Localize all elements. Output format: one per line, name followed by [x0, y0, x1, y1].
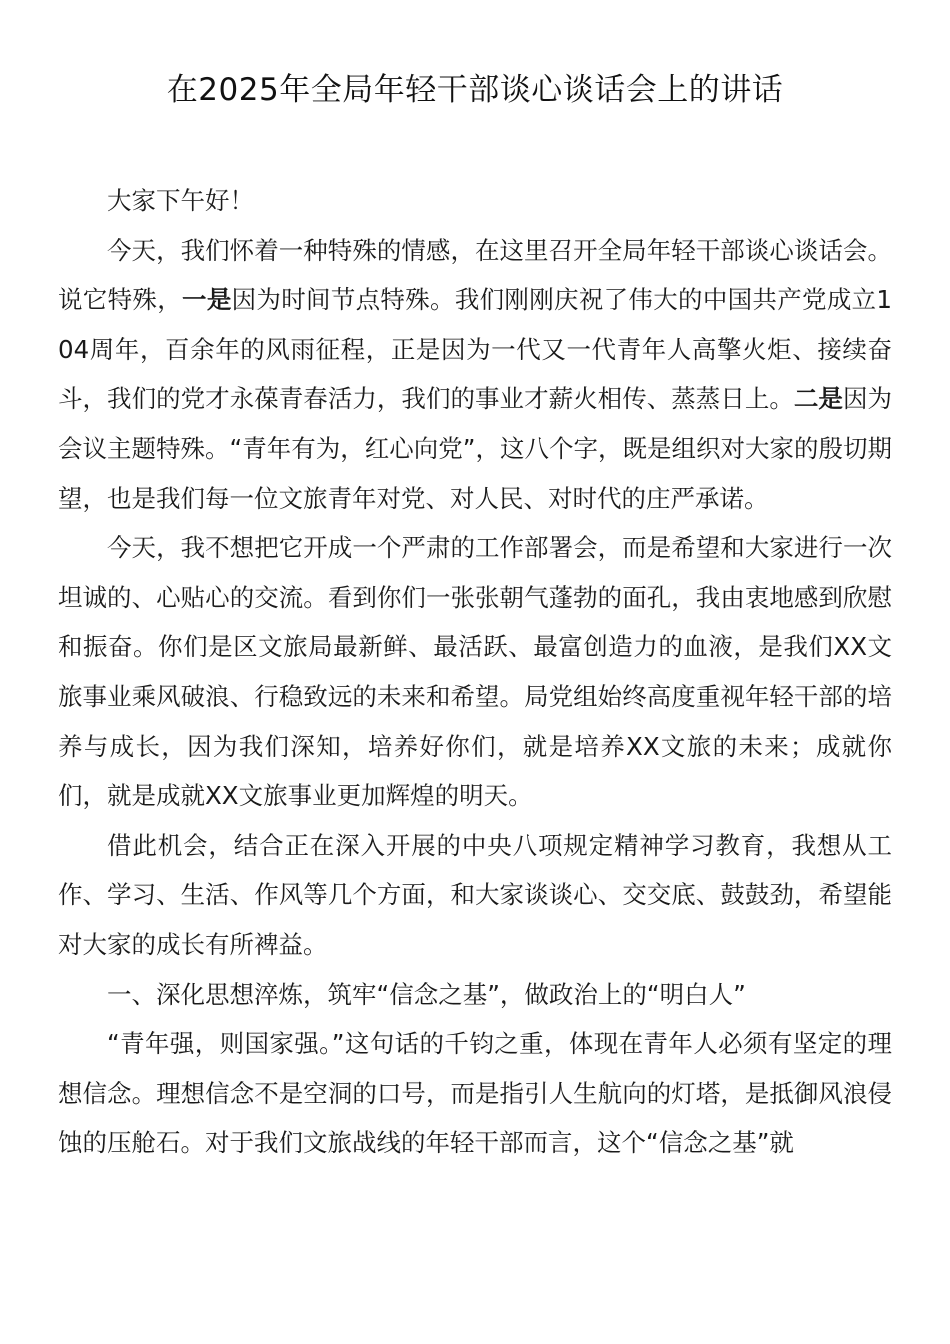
section-heading-1: 一、深化思想淬炼，筑牢“信念之基”，做政治上的“明白人” — [107, 979, 746, 1009]
greeting-paragraph: 大家下午好！ — [107, 186, 254, 215]
document-body — [58, 176, 892, 1168]
paragraph-1 — [58, 226, 892, 524]
second-point-marker: 二是 — [793, 384, 843, 414]
document-title: 在2025年全局年轻干部谈心谈话会上的讲话 — [166, 72, 784, 108]
first-point-marker: 一是 — [182, 285, 232, 315]
second-point-text: 因为会议主题特殊。“青年有为，红心向党”，这八个字，既是组织对大家的殷切期望，也是我们每一位文旅青年对党、对人民、对时代的庄严承诺。 — [58, 384, 892, 513]
paragraph-1-intro: 今天，我们怀着一种特殊的情感，在这里召开全局年轻干部谈心谈话会。说它特殊， — [58, 235, 892, 315]
paragraph-4: “青年强，则国家强。”这句话的千钧之重，体现在青年人必须有坚定的理想信念。理想信念不是空洞的口号，而是指引人生航向的灯塔，是抵御风浪侵蚀的压舱石。对于我们文旅战线的年轻干部而言，这个“信念之基”就 — [58, 1029, 892, 1158]
paragraph-3: 借此机会，结合正在深入开展的中央八项规定精神学习教育，我想从工作、学习、生活、作风等几个方面，和大家谈谈心、交交底、鼓鼓劲，希望能对大家的成长有所裨益。 — [58, 830, 892, 959]
first-point-text: 因为时间节点特殊。我们刚刚庆祝了伟大的中国共产党成立104周年，百余年的风雨征程，正是因为一代又一代青年人高擎火炬、接续奋斗，我们的党才永葆青春活力，我们的事业才薪火相传、蒸蒸日上。 — [58, 285, 893, 414]
paragraph-2: 今天，我不想把它开成一个严肃的工作部署会，而是希望和大家进行一次坦诚的、心贴心的交流。看到你们一张张朝气蓬勃的面孔，我由衷地感到欣慰和振奋。你们是区文旅局最新鲜、最活跃、最富创造力的血液，是我们XX文旅事业乘风破浪、行稳致远的未来和希望。局党组始终高度重视年轻干部的培养与成长，因为我们深知，培养好你们，就是培养XX文旅的未来；成就你们，就是成就XX文旅事业更加辉煌的明天。 — [58, 533, 892, 811]
